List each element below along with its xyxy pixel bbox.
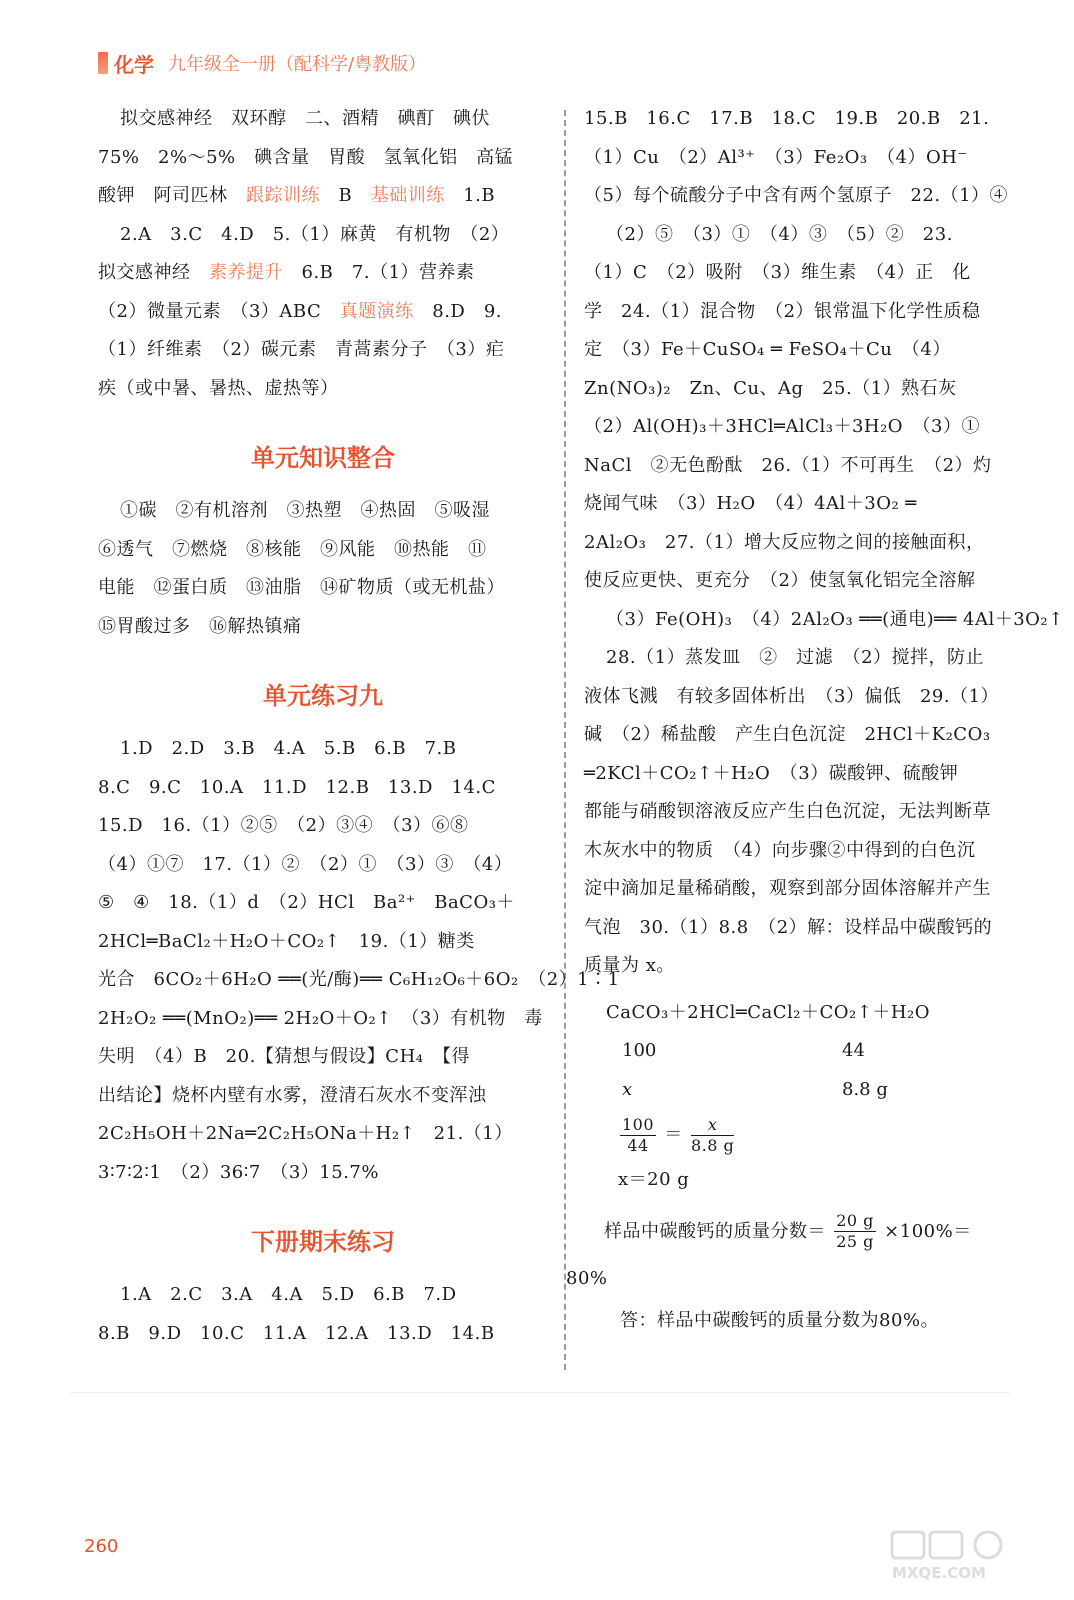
answer-line: 学 24.（1）混合物 （2）银常温下化学性质稳 [584,300,981,322]
answer-line: 淀中滴加足量稀硝酸，观察到部分固体溶解并产生 [584,878,991,899]
answer-line [98,254,548,293]
calc-value: 100 [622,1040,657,1061]
fraction [691,1115,734,1156]
answer-line: 出结论】烧杯内壁有水雾，澄清石灰水不变浑浊 [98,1084,487,1106]
answer-line: 气泡 30.（1）8.8 （2）解：设样品中碳酸钙的 [584,916,993,938]
answer-line: 使反应更快、更充分 （2）使氢氧化铝完全溶解 [584,570,976,591]
answer-line: 定 （3）Fe＋CuSO₄ ═ FeSO₄＋Cu （4） [584,339,951,360]
answer-line: Zn(NO₃)₂ Zn、Cu、Ag 25.（1）熟石灰 [584,377,957,399]
answer-line: 8.B 9.D 10.C 11.A 12.A 13.D 14.B [98,1322,495,1344]
answer-line: 2Al₂O₃ 27.（1）增大反应物之间的接触面积， [584,531,985,553]
answer-line: 液体飞溅 有较多固体析出 （3）偏低 29.（1） [584,685,1000,707]
answer-line: ═2KCl＋CO₂↑＋H₂O （3）碳酸钾、硫酸钾 [584,762,959,784]
answer-line: 8.C 9.C 10.A 11.D 12.B 13.D 14.C [98,776,496,798]
answer-line: 拟交感神经 双环醇 二、酒精 碘酊 碘伏 [120,108,490,129]
answer-line: NaCl ②无色酚酞 26.（1）不可再生 （2）灼 [584,454,992,476]
answer-line: 木灰水中的物质 （4）向步骤②中得到的白色沉 [584,839,976,861]
answers-block-right [584,100,1064,986]
page-number: 260 [84,1536,119,1557]
section-title-unit-summary: 单元知识整合 [251,444,395,472]
answer-line: 烧闻气味 （3）H₂O （4）4Al＋3O₂ ═ [584,493,917,514]
proportion-line [584,1109,1034,1161]
answer-line [98,177,548,216]
equals-sign: ＝ [664,1124,683,1145]
answer-line: 2.A 3.C 4.D 5.（1）麻黄 有机物 （2） [120,223,510,245]
numerator: x [691,1115,734,1136]
numerator: 100 [622,1114,655,1134]
answer-line: （1）Cu （2）Al³⁺ （3）Fe₂O₃ （4）OH⁻ [584,146,968,168]
answer-text: B [320,185,371,206]
answer-text: 6.B 7.（1）营养素 [283,262,475,283]
header-book-title: 九年级全一册（配科学/粤教版） [168,54,427,75]
watermark-text: MXQE.COM [892,1564,986,1582]
answer-line: 75% 2%～5% 碘含量 胃酸 氢氧化铝 高锰 [98,146,514,168]
section-title-final-practice: 下册期末练习 [251,1228,395,1256]
calc-row-actual [584,1071,1034,1110]
answer-line: 1.A 2.C 3.A 4.A 5.D 6.B 7.D [120,1284,457,1305]
answer-line: （2）⑤ （3）① （4）③ （5）② 23. [606,223,953,245]
answer-line: ⑥透气 ⑦燃烧 ⑧核能 ⑨风能 ⑩热能 ⑪ [98,538,487,560]
answer-line: 3∶7∶2∶1 （2）36∶7 （3）15.7% [98,1161,379,1183]
denominator: 44 [627,1135,649,1155]
practice-tag: 跟踪训练 [246,185,320,206]
answers-block-unit-summary [98,492,548,646]
denominator: 25 g [836,1232,874,1251]
calc-row-molar [584,1032,1034,1071]
answers-block-unit-practice-9 [98,730,620,1192]
right-column [566,100,1064,1341]
answers-block-final-practice [98,1276,548,1353]
answer-line: 1.D 2.D 3.B 4.A 5.B 6.B 7.B [120,738,457,759]
answer-line: 都能与硝酸钡溶液反应产生白色沉淀，无法判断草 [584,801,991,822]
result-line: x＝20 g [618,1169,690,1190]
practice-tag: 真题演练 [339,300,414,322]
answer-line: 2H₂O₂ ══(MnO₂)══ 2H₂O＋O₂↑ （3）有机物 毒 [98,1007,543,1029]
answer-line [98,293,548,332]
answer-line: 电能 ⑫蛋白质 ⑬油脂 ⑭矿物质（或无机盐） [98,577,505,598]
answer-line: （1）C （2）吸附 （3）维生素 （4）正 化 [584,262,971,283]
fraction [834,1211,876,1252]
page-header [98,48,426,78]
mass-fraction-line [584,1204,1034,1260]
mass-value-line: 80% [566,1267,608,1289]
section-title-unit-practice-9: 单元练习九 [263,682,383,710]
column-divider [564,110,566,1370]
answer-line: ①碳 ②有机溶剂 ③热塑 ④热固 ⑤吸湿 [120,500,490,521]
subject-marker-icon [98,52,108,74]
equation-line: CaCO₃＋2HCl═CaCl₂＋CO₂↑＋H₂O [606,1001,931,1023]
answer-line: （4）①⑦ 17.（1）② （2）① （3）③ （4） [98,853,513,875]
answer-line: 15.B 16.C 17.B 18.C 19.B 20.B 21. [584,108,990,129]
watermark-logo [888,1528,1048,1584]
answer-line: 光合 6CO₂＋6H₂O ══(光/酶)══ C₆H₁₂O₆＋6O₂ （2）1∶1 [98,969,620,990]
calc-value: 44 [842,1040,865,1061]
answer-line: 28.（1）蒸发皿 ② 过滤 （2）搅拌，防止 [606,647,985,668]
mass-fraction-label: 样品中碳酸钙的质量分数＝ [604,1220,826,1242]
calc-value: 8.8 g [842,1078,888,1100]
answer-line: 质量为 x。 [584,955,675,976]
denominator: 8.8 g [691,1135,735,1155]
answer-line: ⑮胃酸过多 ⑯解热镇痛 [98,615,302,637]
header-subject: 化学 [114,52,154,77]
numerator: 20 g [836,1211,874,1230]
answer-line: 答：样品中碳酸钙的质量分数为80%。 [620,1310,940,1331]
answer-text: （2）微量元素 （3）ABC [98,300,340,322]
answer-text: 拟交感神经 [98,262,209,283]
answer-line: ⑤ ④ 18.（1）d （2）HCl Ba²⁺ BaCO₃＋ [98,892,515,913]
footer-rule [70,1392,1010,1393]
answer-text: 8.D 9. [413,300,503,322]
answer-text: 酸钾 阿司匹林 [98,185,246,206]
answer-line: （1）纤维素 （2）碳元素 青蒿素分子 （3）疟 [98,339,505,360]
answer-line: 2C₂H₅OH＋2Na═2C₂H₅ONa＋H₂↑ 21.（1） [98,1123,513,1144]
answer-line: 2HCl═BaCl₂＋H₂O＋CO₂↑ 19.（1）糖类 [98,930,475,952]
answer-line: 碱 （2）稀盐酸 产生白色沉淀 2HCl＋K₂CO₃ [584,724,991,745]
calc-value: x [622,1078,633,1100]
answer-line: 15.D 16.（1）②⑤ （2）③④ （3）⑥⑧ [98,815,469,836]
answer-line: （2）Al(OH)₃＋3HCl═AlCl₃＋3H₂O （3）① [584,416,981,437]
fraction [620,1115,656,1156]
answer-line: 失明 （4）B 20.【猜想与假设】CH₄ 【得 [98,1046,470,1067]
practice-tag: 基础训练 [370,185,445,206]
answer-line: （3）Fe(OH)₃ （4）2Al₂O₃ ══(通电)══ 4Al＋3O₂↑ [606,608,1064,630]
answer-text: 1.B [444,185,496,206]
mass-fraction-tail: ×100%＝ [884,1220,972,1242]
practice-tag: 素养提升 [209,262,283,283]
answer-line: 疾（或中暑、暑热、虚热等） [98,377,339,399]
answer-line: （5）每个硫酸分子中含有两个氢原子 22.（1）④ [584,185,1009,206]
answers-block-top [98,100,548,408]
